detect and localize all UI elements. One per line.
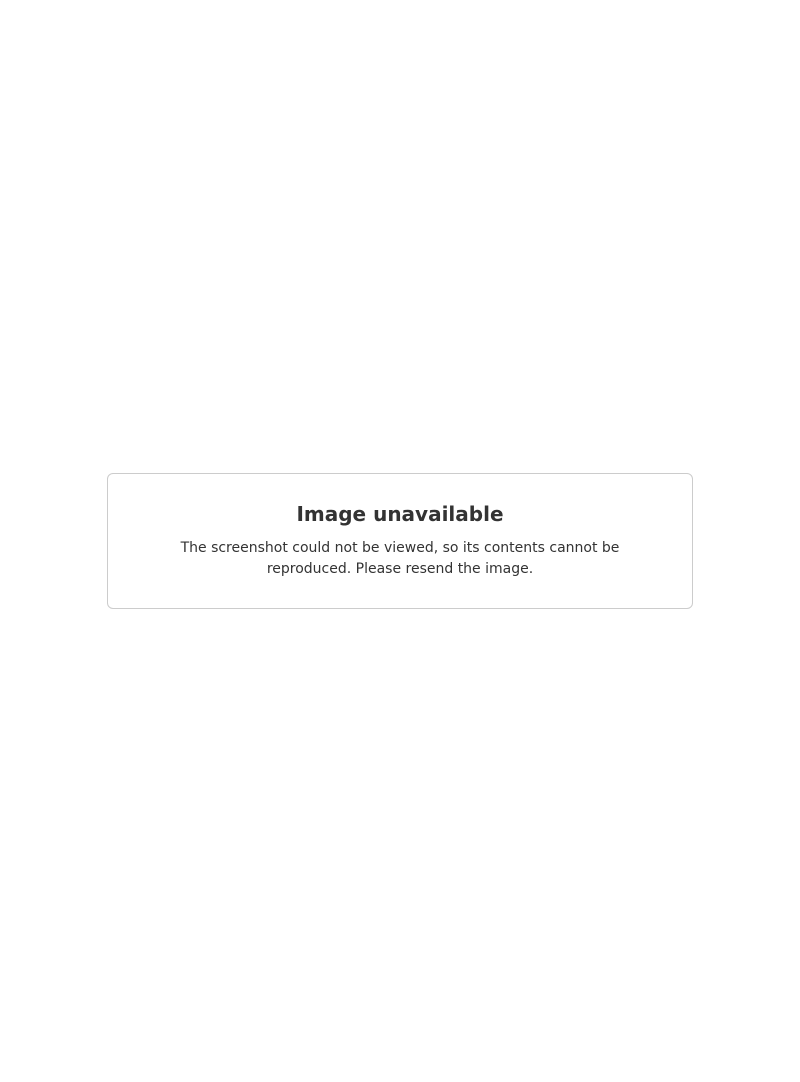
notice-title: Image unavailable bbox=[296, 502, 504, 526]
image-unavailable-notice bbox=[107, 473, 693, 609]
notice-message: The screenshot could not be viewed, so its contents cannot be reproduced. Please resend the image. bbox=[180, 540, 620, 577]
